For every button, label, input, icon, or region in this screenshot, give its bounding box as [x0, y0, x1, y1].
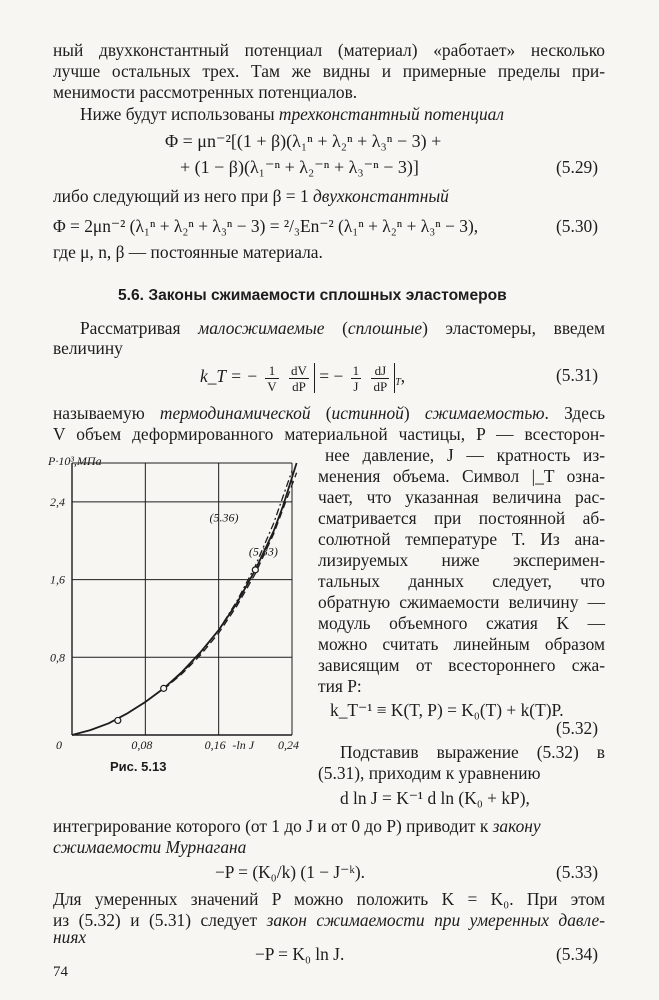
x-tick-label: 0 — [56, 738, 62, 752]
side-line: чает, что указанная величина рас- — [318, 487, 605, 507]
x-tick-label: 0,08 — [131, 738, 153, 752]
side-line: менения объема. Символ |_T озна- — [318, 466, 605, 486]
text: интегрирование которого (от 1 до J и от 0 до P) приводит к — [53, 816, 493, 836]
paragraph-line: величину — [53, 338, 123, 358]
equation-number: (5.29) — [556, 157, 599, 177]
side-line: тальных данных следует, что — [318, 571, 605, 591]
numerator: dJ — [371, 363, 389, 379]
equation-number: (5.30) — [556, 216, 599, 236]
figure-5-13 — [40, 445, 315, 775]
x-tick-label: 0,24 — [278, 738, 299, 752]
side-line: солютной температуре T. Из ана- — [318, 529, 605, 549]
term: трехконстантный потенциал — [278, 104, 504, 124]
denominator: dP — [292, 378, 306, 394]
text: называемую — [53, 403, 160, 423]
equation-number: (5.33) — [556, 862, 599, 882]
numerator: 1 — [352, 362, 360, 378]
side-line: нее давление, J — кратность из- — [325, 445, 605, 465]
equation-5-32: k_T⁻¹ ≡ K(T, P) = K₀(T) + k(T)P. — [330, 700, 564, 720]
paragraph-line: ный двухконстантный потенциал (материал) «работает» несколько — [53, 40, 605, 60]
text: Ниже будут использованы — [80, 104, 279, 124]
side-line: (5.31), приходим к уравнению — [318, 763, 541, 783]
annotation-5-33: (5.33) — [248, 544, 278, 559]
data-point — [161, 685, 167, 691]
denominator: V — [267, 378, 277, 394]
subscript: T — [395, 377, 401, 388]
paragraph-line — [80, 318, 605, 339]
fraction — [371, 363, 389, 394]
term: закону — [492, 816, 541, 836]
side-line: тия P: — [318, 676, 362, 696]
paragraph-line: где μ, n, β — постоянные материала. — [53, 242, 323, 262]
side-line: можно считать линейным образом — [318, 634, 605, 654]
term: ниях — [53, 927, 87, 947]
text: ( — [324, 318, 348, 338]
text: либо следующий из него при β = 1 — [53, 186, 313, 206]
side-line: зависящим от всестороннего сжа- — [318, 655, 605, 675]
equation-5-33: −P = (K₀/k) (1 − J⁻ᵏ). — [215, 862, 365, 882]
paragraph-line: Для умеренных значений P можно положить K = K₀. При этом — [53, 889, 605, 909]
paragraph-line — [53, 837, 246, 858]
text: . Здесь — [544, 403, 606, 423]
paragraph-line — [53, 910, 605, 931]
paragraph-line: V объем деформированного материальной частицы, P — всесторон- — [53, 424, 605, 444]
denominator: J — [353, 378, 359, 394]
fraction — [351, 363, 362, 394]
term: истинной — [331, 403, 404, 423]
text: ( — [310, 403, 332, 423]
paragraph-line — [53, 186, 449, 207]
equation-5-29-line1: Φ = μn⁻²[(1 + β)(λ₁ⁿ + λ₂ⁿ + λ₃ⁿ − 3) + — [165, 131, 442, 151]
equation-5-34: −P = K₀ ln J. — [255, 944, 345, 964]
x-axis-label: -ln J — [232, 738, 255, 752]
y-tick-label: 0,8 — [50, 650, 65, 665]
eval-bar — [314, 363, 315, 393]
equation-ode: d ln J = K⁻¹ d ln (K₀ + kP), — [340, 788, 530, 808]
side-line: обратную сжимаемости величину — — [318, 592, 605, 612]
term: закон сжимаемости при умеренных давле- — [266, 910, 606, 930]
text: ) эластомеры, введем — [422, 318, 605, 338]
text: ) — [403, 403, 425, 423]
y-axis-label: P·10³,МПа — [48, 454, 102, 468]
numerator: dV — [291, 362, 307, 378]
equation-5-30: Φ = 2μn⁻² (λ₁ⁿ + λ₂ⁿ + λ₃ⁿ − 3) = ²/₃En⁻² (λ₁ⁿ + λ₂ⁿ + λ₃ⁿ − 3), — [53, 216, 479, 236]
paragraph-line — [53, 403, 605, 424]
side-line: лизируемых ниже эксперимен- — [318, 550, 605, 570]
term: малосжимаемые — [198, 318, 325, 338]
equation-number: (5.32) — [556, 718, 599, 738]
term: сплошные — [347, 318, 423, 338]
page-number: 74 — [53, 964, 68, 980]
side-line: модуль объемного сжатия K — — [318, 613, 605, 633]
paragraph-line — [53, 816, 541, 837]
paragraph-line: менимости рассмотренных потенциалов. — [53, 82, 358, 102]
fraction — [265, 363, 278, 394]
data-point — [252, 567, 258, 573]
annotation-5-36: (5.36) — [209, 510, 239, 525]
paragraph-line — [53, 927, 86, 948]
side-line: сматривается при постоянной аб- — [318, 508, 605, 528]
fraction — [289, 363, 309, 394]
term: сжимаемостью — [424, 403, 545, 423]
figure-caption: Рис. 5.13 — [110, 759, 167, 774]
eq-lhs: k_T = − — [200, 366, 258, 386]
text: Рассматривая — [80, 318, 199, 338]
term: термодинамической — [159, 403, 311, 423]
data-point — [115, 717, 121, 723]
x-tick-label: 0,16 — [204, 738, 226, 752]
numerator: 1 — [265, 363, 278, 379]
paragraph-line — [80, 104, 504, 125]
equation-number: (5.31) — [556, 365, 599, 385]
equation-5-31: k_T = − $\frac{1}{V}$ $\frac{dV}{dP}$ = − $\frac{1}{J}$ $\frac{dJ}{dP}$ $_T$, — [200, 362, 406, 394]
denominator: dP — [373, 378, 388, 394]
equation-number: (5.34) — [556, 944, 599, 964]
term: сжимаемости Мурнагана — [53, 837, 247, 857]
section-title: 5.6. Законы сжимаемости сплошных эластомеров — [118, 287, 507, 304]
y-tick-label: 1,6 — [50, 572, 65, 587]
equation-5-29-line2: + (1 − β)(λ₁⁻ⁿ + λ₂⁻ⁿ + λ₃⁻ⁿ − 3)] — [180, 157, 419, 177]
paragraph-line: лучше остальных трех. Там же видны и примерные пределы при- — [53, 61, 605, 81]
term: двухконстантный — [313, 186, 449, 206]
series-line-solid — [72, 463, 297, 735]
y-tick-label: 2,4 — [50, 494, 65, 509]
eq-mid: = − — [319, 366, 344, 386]
side-line: Подставив выражение (5.32) в — [340, 742, 605, 762]
text: из (5.32) и (5.31) следует — [53, 910, 267, 930]
